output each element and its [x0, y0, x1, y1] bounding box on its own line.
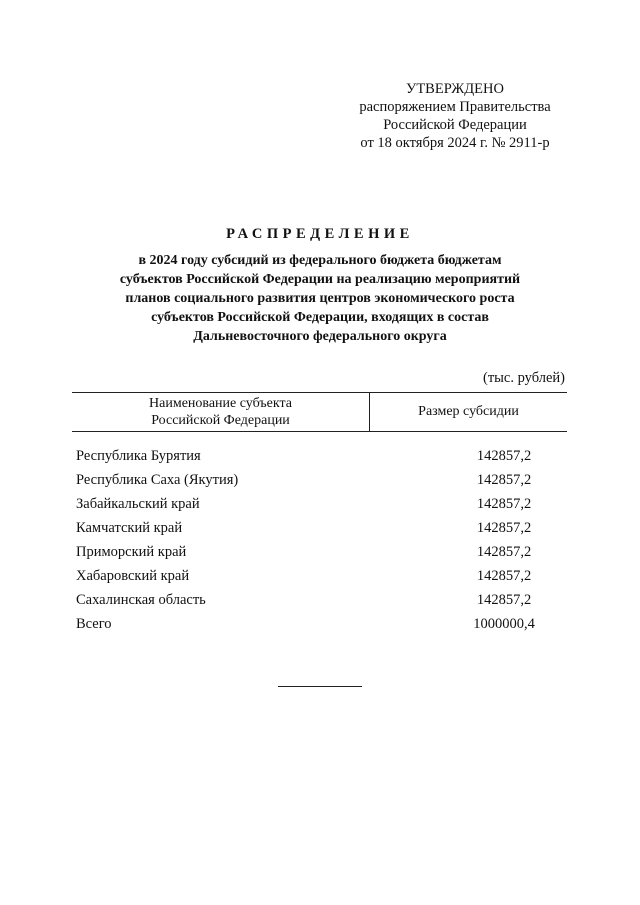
approval-stamp [340, 80, 570, 152]
subsidy-value: 142857,2 [476, 448, 532, 464]
table-header [72, 392, 567, 432]
region-name: Хабаровский край [76, 568, 190, 584]
subsidy-value: 142857,2 [476, 520, 532, 536]
total-label: Всего [76, 616, 112, 632]
total-row [76, 615, 567, 639]
total-value: 1000000,4 [473, 616, 535, 632]
subsidy-value: 142857,2 [476, 472, 532, 488]
approval-title: УТВЕРЖДЕНО [406, 81, 504, 97]
subsidy-value: 142857,2 [476, 544, 532, 560]
table-row [76, 495, 567, 519]
document-title: РАСПРЕДЕЛЕНИЕ [226, 226, 414, 242]
region-name: Камчатский край [76, 520, 183, 536]
approval-date: от 18 октября 2024 г. № 2911-р [360, 135, 550, 151]
subtitle-line: планов социального развития центров экономического роста [125, 291, 515, 306]
header-subsidy-amount: Размер субсидии [418, 404, 519, 419]
table-body [76, 447, 567, 639]
region-name: Сахалинская область [76, 592, 206, 608]
approval-line: Российской Федерации [383, 117, 527, 133]
subsidy-value: 142857,2 [476, 592, 532, 608]
table-row [76, 519, 567, 543]
region-name: Республика Саха (Якутия) [76, 472, 239, 488]
units-label: (тыс. рублей) [483, 370, 565, 386]
document-subtitle [70, 251, 570, 346]
table-row [76, 567, 567, 591]
table-row [76, 543, 567, 567]
header-subject-line1: Наименование субъекта [149, 396, 292, 411]
approval-line: распоряжением Правительства [359, 99, 551, 115]
subtitle-line: субъектов Российской Федерации на реализацию мероприятий [119, 272, 521, 287]
region-name: Забайкальский край [76, 496, 200, 512]
subtitle-line: Дальневосточного федерального округа [193, 329, 447, 344]
subtitle-line: в 2024 году субсидий из федерального бюджета бюджетам [138, 253, 502, 268]
table-row [76, 591, 567, 615]
region-name: Приморский край [76, 544, 187, 560]
end-separator-line [278, 686, 362, 687]
table-row [76, 471, 567, 495]
subsidy-value: 142857,2 [476, 568, 532, 584]
region-name: Республика Бурятия [76, 448, 201, 464]
header-subject-name [72, 393, 370, 431]
subsidy-value: 142857,2 [476, 496, 532, 512]
table-row [76, 447, 567, 471]
subtitle-line: субъектов Российской Федерации, входящих в состав [151, 310, 489, 325]
header-subject-line2: Российской Федерации [151, 413, 290, 428]
